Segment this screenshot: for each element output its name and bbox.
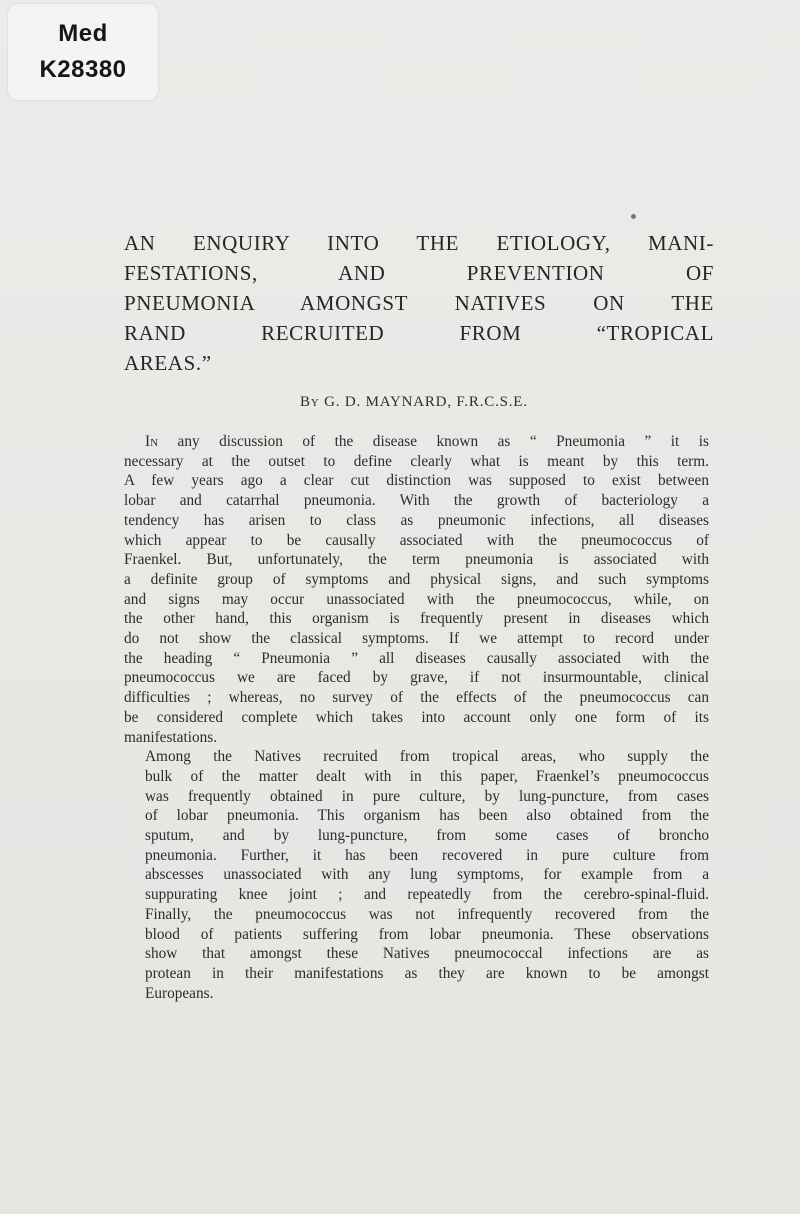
byline-by: By (300, 394, 320, 410)
body-line: be considered complete which takes into account only one form of its (124, 708, 709, 726)
label-line-1: Med (58, 20, 108, 47)
title-line: RAND RECRUITED FROM “TROPICAL (124, 321, 714, 345)
body-line: show that amongst these Natives pneumococcal infections are as (145, 945, 709, 963)
title-line: AN ENQUIRY INTO THE ETIOLOGY, MANI- (124, 231, 714, 255)
title-line: PNEUMONIA AMONGST NATIVES ON THE (124, 291, 714, 315)
paragraph-1 (124, 432, 709, 747)
body-line: pneumonia. Further, it has been recovered in pure culture from (145, 846, 709, 864)
body-line: abscesses unassociated with any lung symptoms, for example from a (145, 866, 709, 884)
library-label (8, 4, 158, 100)
author-name: G. D. MAYNARD, F.R.C.S.E. (324, 394, 528, 410)
title-line: FESTATIONS, AND PREVENTION OF (124, 261, 714, 285)
body-line: Fraenkel. But, unfortunately, the term pneumonia is associated with (124, 551, 709, 569)
body-line: difficulties ; whereas, no survey of the effects of the pneumococcus can (124, 689, 709, 707)
article-title (124, 228, 714, 378)
body-line: sputum, and by lung-puncture, from some cases of broncho (145, 827, 709, 845)
body-line: pneumococcus we are faced by grave, if not insurmountable, clinical (124, 669, 709, 687)
body-line: which appear to be causally associated with the pneumococcus of (124, 531, 709, 549)
body-line: Among the Natives recruited from tropical areas, who supply the (145, 748, 709, 766)
body-line: the heading “ Pneumonia ” all diseases causally associated with the (124, 649, 709, 667)
body-line: suppurating knee joint ; and repeatedly from the cerebro-spinal-fluid. (145, 886, 709, 904)
title-line: AREAS.” (124, 351, 212, 375)
body-line: lobar and catarrhal pneumonia. With the growth of bacteriology a (124, 492, 709, 510)
body-line: manifestations. (124, 728, 218, 746)
body-line: do not show the classical symptoms. If we attempt to record under (124, 630, 709, 648)
body-line: blood of patients suffering from lobar pneumonia. These observations (145, 925, 709, 943)
body-line: protean in their manifestations as they are known to be amongst (145, 964, 709, 982)
body-line: tendency has arisen to class as pneumonic infections, all diseases (124, 511, 709, 529)
body-line: and signs may occur unassociated with the pneumococcus, while, on (124, 590, 709, 608)
first-word: In (145, 433, 159, 450)
body-line: Finally, the pneumococcus was not infrequently recovered from the (145, 905, 709, 923)
author-byline (300, 394, 528, 411)
body-line: Europeans. (145, 984, 214, 1002)
body-line: the other hand, this organism is frequently present in diseases which (124, 610, 709, 628)
label-line-2: K28380 (39, 56, 127, 83)
body-line: of lobar pneumonia. This organism has been also obtained from the (145, 807, 709, 825)
paragraph-2 (124, 747, 709, 1003)
body-line: was frequently obtained in pure culture, by lung-puncture, from cases (145, 787, 709, 805)
ink-dot (631, 214, 636, 219)
body-line: bulk of the matter dealt with in this paper, Fraenkel’s pneumococcus (145, 767, 709, 785)
body-line: a definite group of symptoms and physical signs, and such symptoms (124, 570, 709, 588)
body-line: In any discussion of the disease known as “ Pneumonia ” it is (145, 433, 709, 450)
body-line: A few years ago a clear cut distinction was supposed to exist between (124, 472, 709, 490)
body-line: necessary at the outset to define clearly what is meant by this term. (124, 452, 709, 470)
article-body (124, 432, 709, 1003)
